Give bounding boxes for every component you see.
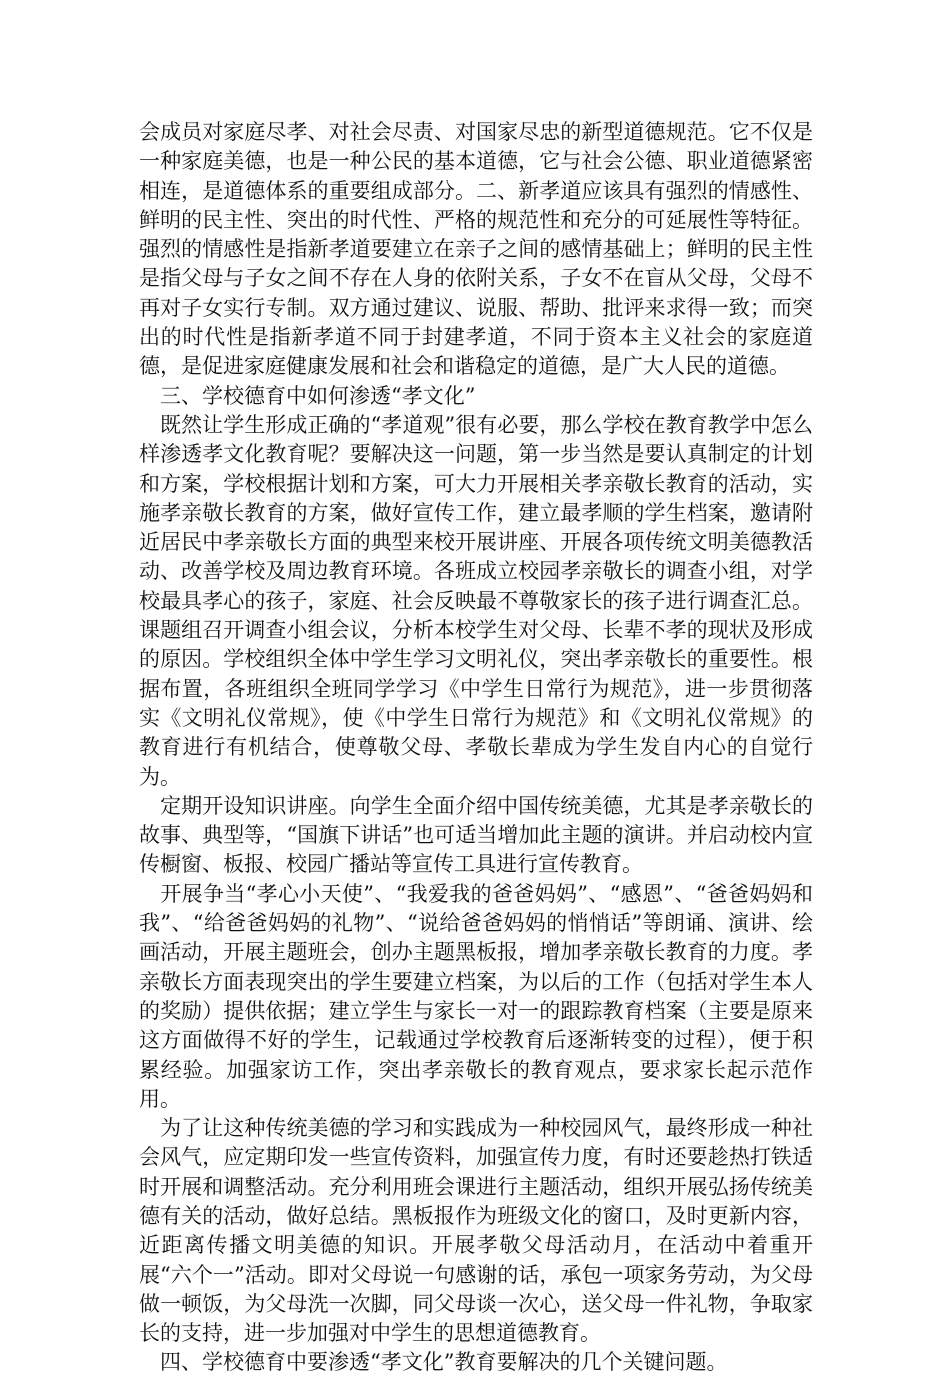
paragraph-activities: 开展争当“孝心小天使”、“我爱我的爸爸妈妈”、“感恩”、“爸爸妈妈和我”、“给爸爸妈妈的礼物”、“说给爸爸妈妈的悄悄话”等朗诵、演讲、绘画活动，开展主题班会，创办主题黑板报，增加孝亲敬长教育的力度。孝亲敬长方面表现突出的学生要建立档案，为以后的工作（包括对学生本人的奖励）提供依据；建立学生与家长一对一的跟踪教育档案（主要是原来这方面做得不好的学生，记载通过学校教育后逐渐转变的过程），便于积累经验。加强家访工作，突出孝亲敬长的教育观点，要求家长起示范作用。 (139, 881, 813, 1111)
section-heading-4: 四、学校德育中要渗透“孝文化”教育要解决的几个关键问题。 (139, 1350, 728, 1375)
paragraph-lectures: 定期开设知识讲座。向学生全面介绍中国传统美德，尤其是孝亲敬长的故事、典型等，“国旗下讲话”也可适当增加此主题的演讲。并启动校内宣传橱窗、板报、校园广播站等宣传工具进行宣传教育。 (139, 793, 813, 877)
paragraph-continuation: 会成员对家庭尽孝、对社会尽责、对国家尽忠的新型道德规范。它不仅是一种家庭美德，也是一种公民的基本道德，它与社会公德、职业道德紧密相连，是道德体系的重要组成部分。二、新孝道应该具有强烈的情感性、鲜明的民主性、突出的时代性、严格的规范性和充分的可延展性等特征。强烈的情感性是指新孝道要建立在亲子之间的感情基础上；鲜明的民主性是指父母与子女之间不存在人身的依附关系，子女不在盲从父母，父母不再对子女实行专制。双方通过建议、说服、帮助、批评来求得一致；而突出的时代性是指新孝道不同于封建孝道，不同于资本主义社会的家庭道德，是促进家庭健康发展和社会和谐稳定的道德，是广大人民的道德。 (139, 120, 813, 379)
document-body (139, 118, 813, 1378)
paragraph-campus-atmosphere: 为了让这种传统美德的学习和实践成为一种校园风气，最终形成一种社会风气，应定期印发一些宣传资料，加强宣传力度，有时还要趁热打铁适时开展和调整活动。充分利用班会课进行主题活动，组织开展弘扬传统美德有关的活动，做好总结。黑板报作为班级文化的窗口，及时更新内容，近距离传播文明美德的知识。开展孝敬父母活动月，在活动中着重开展“六个一”活动。即对父母说一句感谢的话，承包一项家务劳动，为父母做一顿饭，为父母洗一次脚，同父母谈一次心，送父母一件礼物，争取家长的支持，进一步加强对中学生的思想道德教育。 (139, 1116, 813, 1346)
paragraph-infiltration-plan: 既然让学生形成正确的“孝道观”很有必要，那么学校在教育教学中怎么样渗透孝文化教育呢？要解决这一问题，第一步当然是要认真制定的计划和方案，学校根据计划和方案，可大力开展相关孝亲敬长教育的活动，实施孝亲敬长教育的方案，做好宣传工作，建立最孝顺的学生档案，邀请附近居民中孝亲敬长方面的典型来校开展讲座、开展各项传统文明美德教活动、改善学校及周边教育环境。各班成立校园孝亲敬长的调查小组，对学校最具孝心的孩子，家庭、社会反映最不尊敬家长的孩子进行调查汇总。课题组召开调查小组会议，分析本校学生对父母、长辈不孝的现状及形成的原因。学校组织全体中学生学习文明礼仪，突出孝亲敬长的重要性。根据布置，各班组织全班同学学习《中学生日常行为规范》，进一步贯彻落实《文明礼仪常规》，使《中学生日常行为规范》和《文明礼仪常规》的教育进行有机结合，使尊敬父母、孝敬长辈成为学生发自内心的自觉行为。 (139, 412, 813, 789)
section-heading-3: 三、学校德育中如何渗透“孝文化” (139, 383, 476, 408)
